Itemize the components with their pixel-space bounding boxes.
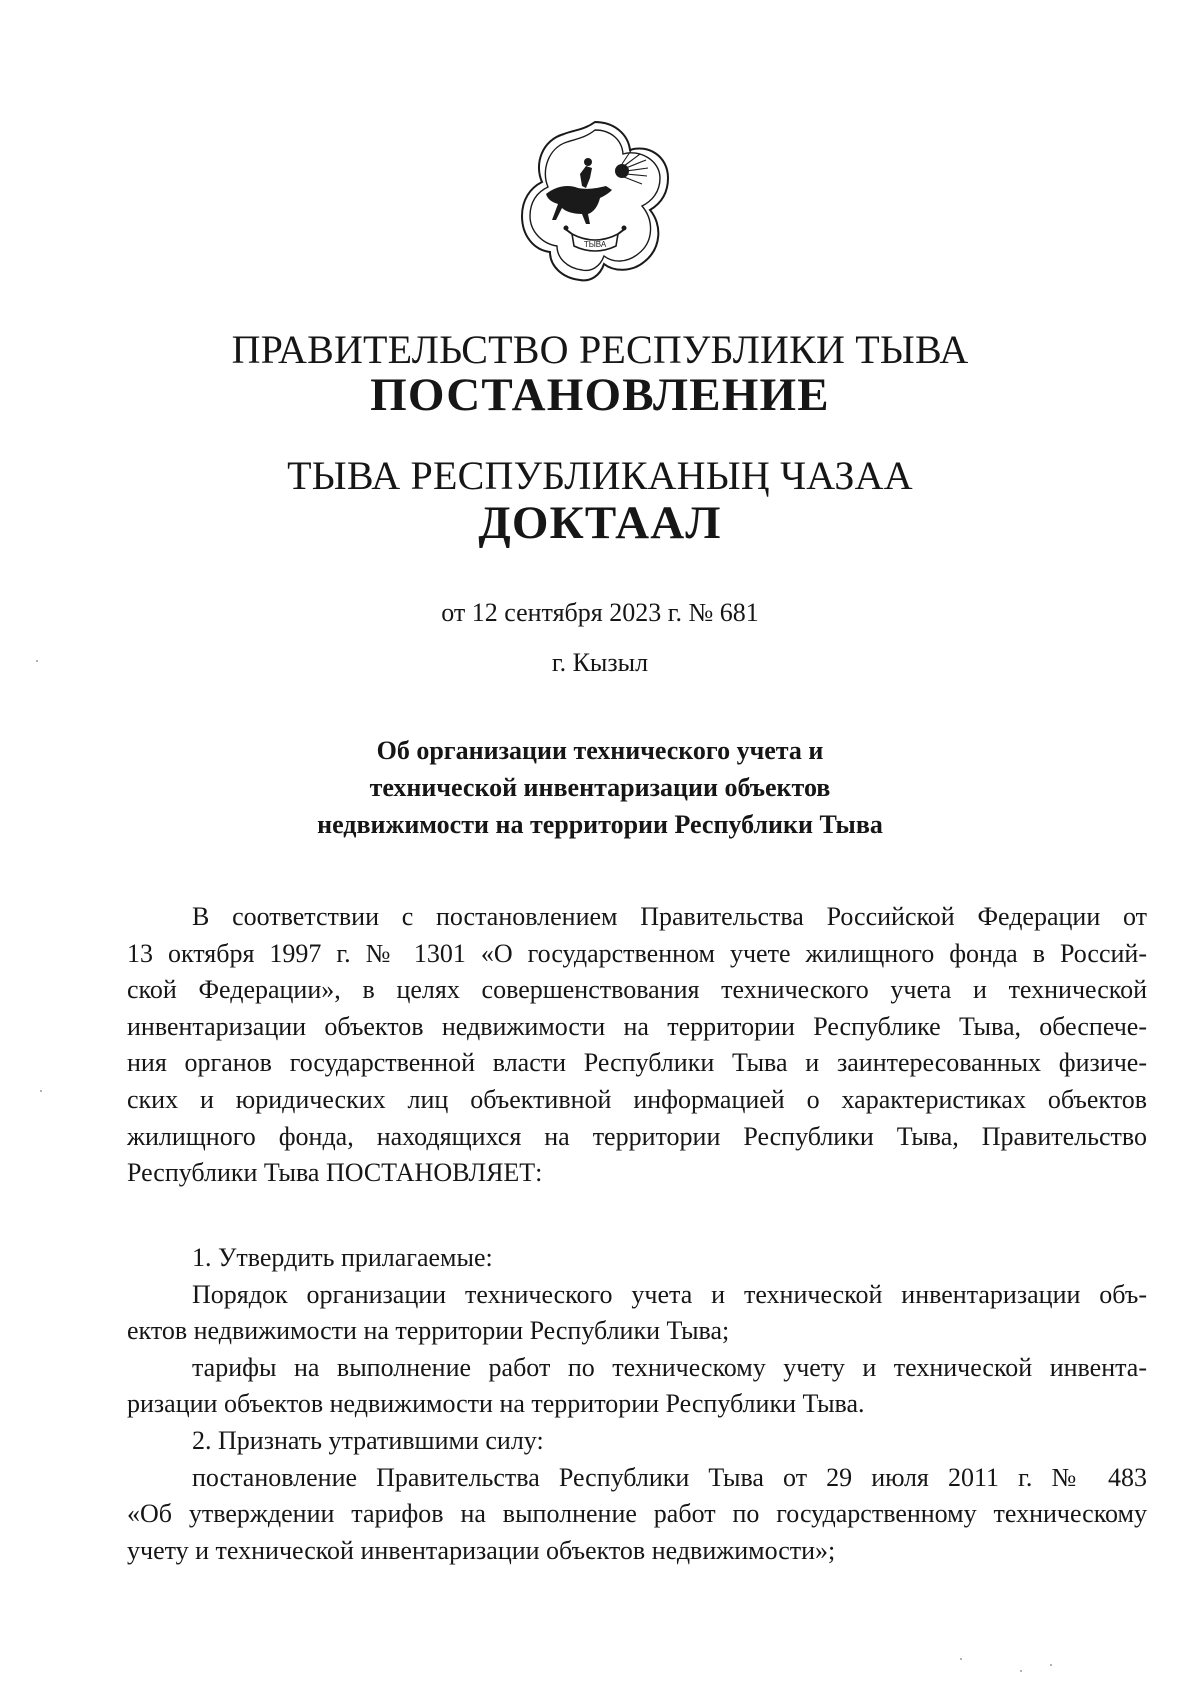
document-date-number: от 12 сентября 2023 г. № 681 xyxy=(441,598,759,627)
scan-speck xyxy=(1020,1670,1022,1672)
scan-speck xyxy=(36,660,38,662)
title-line: недвижимости на территории Республики Тыва xyxy=(317,810,883,839)
text-line: ских и юридических лиц объективной информацией о характеристиках объектов xyxy=(127,1084,1147,1114)
scan-speck xyxy=(1050,1664,1052,1666)
resolution-items xyxy=(127,1240,1147,1569)
text-line: тарифы на выполнение работ по техническому учету и технической инвента- xyxy=(192,1352,1147,1382)
item-heading: 2. Признать утратившими силу: xyxy=(192,1425,544,1455)
document-type-tyv: ДОКТААЛ xyxy=(478,497,722,549)
tuva-coat-of-arms-icon xyxy=(516,116,674,288)
scan-speck xyxy=(960,1658,962,1660)
text-line: В соответствии с постановлением Правительства Российской Федерации от xyxy=(192,902,1147,931)
text-line: инвентаризации объектов недвижимости на территории Республике Тыва, обеспече- xyxy=(127,1011,1147,1041)
item-heading: 1. Утвердить прилагаемые: xyxy=(192,1243,493,1272)
text-line: Порядок организации технического учета и технической инвентаризации объ- xyxy=(192,1279,1147,1309)
text-line: постановление Правительства Республики Тыва от 29 июля 2011 г. № 483 xyxy=(192,1462,1147,1492)
emblem-inscription: ТЫВА xyxy=(583,240,607,249)
text-line: ния органов государственной власти Республики Тыва и заинтересованных физиче- xyxy=(127,1048,1147,1078)
text-line: ектов недвижимости на территории Республики Тыва; xyxy=(127,1316,730,1346)
text-line: Республики Тыва ПОСТАНОВЛЯЕТ: xyxy=(127,1158,543,1188)
text-line: 13 октября 1997 г. № 1301 «О государственном учете жилищного фонда в Россий- xyxy=(127,938,1147,968)
text-line: ской Федерации», в целях совершенствования технического учета и технической xyxy=(127,975,1147,1005)
government-name-tyv: ТЫВА РЕСПУБЛИКАНЫҢ ЧАЗАА xyxy=(287,453,913,498)
document-type-ru: ПОСТАНОВЛЕНИЕ xyxy=(370,369,830,421)
text-line: учету и технической инвентаризации объектов недвижимости»; xyxy=(127,1535,836,1565)
document-city: г. Кызыл xyxy=(551,648,649,677)
preamble-paragraph xyxy=(127,899,1147,1192)
document-title xyxy=(0,732,1200,843)
government-name-ru: ПРАВИТЕЛЬСТВО РЕСПУБЛИКИ ТЫВА xyxy=(231,327,969,372)
text-line: жилищного фонда, находящихся на территории Республики Тыва, Правительство xyxy=(127,1121,1147,1151)
text-line: «Об утверждении тарифов на выполнение работ по государственному техническому xyxy=(127,1499,1147,1529)
title-line: технической инвентаризации объектов xyxy=(369,773,831,802)
title-line: Об организации технического учета и xyxy=(376,736,824,765)
scan-speck xyxy=(40,1090,42,1092)
text-line: ризации объектов недвижимости на территории Республики Тыва. xyxy=(127,1389,865,1419)
